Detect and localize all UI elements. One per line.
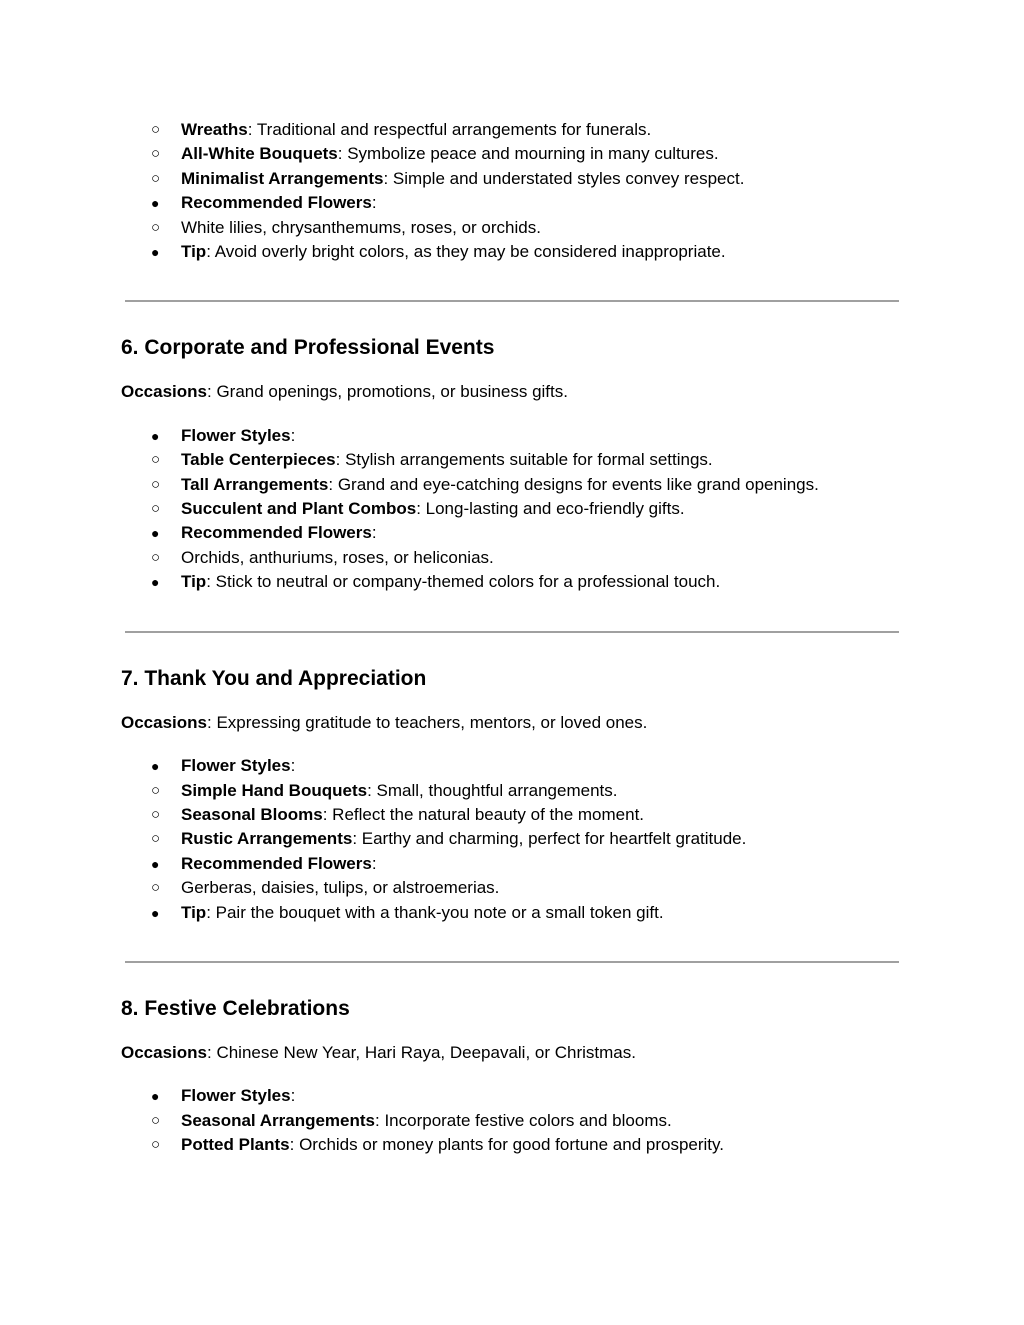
hollow-bullet-icon: ○ [151, 830, 161, 848]
recommended-sublist [151, 546, 901, 570]
styles-label: Flower Styles [181, 1086, 291, 1106]
list-item [121, 448, 901, 472]
recommended-label: Recommended Flowers [181, 193, 372, 213]
list-item [121, 521, 901, 570]
occasions-text: : Expressing gratitude to teachers, mentors, or loved ones. [207, 712, 648, 732]
list-item [121, 754, 901, 852]
filled-bullet-icon: ● [151, 758, 160, 775]
list-item [121, 424, 901, 522]
list-item [121, 167, 901, 191]
tip-text: : Stick to neutral or company-themed colors for a professional touch. [206, 572, 721, 592]
tip-text: : Pair the bouquet with a thank-you note or a small token gift. [206, 902, 664, 922]
list-item [121, 191, 901, 240]
recommended-label: Recommended Flowers [181, 853, 372, 873]
style-name: Wreaths [181, 120, 248, 139]
occasions-line [121, 711, 901, 735]
style-name: Succulent and Plant Combos [181, 499, 417, 519]
list-item [121, 803, 901, 827]
horizontal-rule [125, 300, 899, 302]
occasions-line [121, 1041, 901, 1065]
hollow-bullet-icon: ○ [151, 451, 161, 469]
recommended-sublist [151, 216, 901, 240]
list-item [121, 497, 901, 521]
filled-bullet-icon: ● [151, 1088, 160, 1105]
style-desc: : Simple and understated styles convey respect. [383, 168, 745, 188]
colon: : [371, 523, 377, 543]
filled-bullet-icon: ● [151, 855, 160, 872]
horizontal-rule [125, 961, 899, 963]
hollow-bullet-icon: ○ [151, 169, 161, 187]
hollow-bullet-icon: ○ [151, 781, 161, 799]
filled-bullet-icon: ● [151, 574, 160, 591]
list-item [121, 216, 901, 240]
styles-label: Flower Styles [181, 425, 291, 445]
hollow-bullet-icon: ○ [151, 548, 161, 566]
style-name: Rustic Arrangements [181, 829, 353, 849]
style-desc: : Stylish arrangements suitable for formal settings. [335, 450, 713, 470]
list-item [121, 240, 901, 264]
style-name: Minimalist Arrangements [181, 168, 384, 188]
section-heading: 6. Corporate and Professional Events [121, 336, 495, 360]
section-heading: 8. Festive Celebrations [121, 996, 350, 1020]
list-item [121, 546, 901, 570]
list-item [121, 570, 901, 594]
document-content [121, 118, 901, 1158]
hollow-bullet-icon: ○ [151, 879, 161, 897]
filled-bullet-icon: ● [151, 244, 160, 261]
list-item [121, 876, 901, 900]
list-item [121, 473, 901, 497]
style-desc: : Reflect the natural beauty of the moment. [322, 804, 645, 824]
occasions-label: Occasions [121, 712, 207, 732]
list-item [121, 1109, 901, 1133]
style-name: Table Centerpieces [181, 450, 336, 470]
styles-label: Flower Styles [181, 756, 291, 776]
list-item [121, 1084, 901, 1157]
list-item [121, 118, 901, 142]
style-desc: : Long-lasting and eco-friendly gifts. [416, 499, 685, 519]
style-name: All-White Bouquets [181, 144, 338, 164]
style-name: Potted Plants [181, 1135, 290, 1155]
styles-sublist [151, 1109, 901, 1158]
styles-sublist [151, 448, 901, 521]
style-name: Seasonal Arrangements [181, 1110, 375, 1130]
style-desc: : Symbolize peace and mourning in many cultures. [337, 144, 719, 164]
hollow-bullet-icon: ○ [151, 475, 161, 493]
colon: : [371, 853, 377, 873]
hollow-bullet-icon: ○ [151, 500, 161, 518]
filled-bullet-icon: ● [151, 525, 160, 542]
list-item [121, 901, 901, 925]
hollow-bullet-icon: ○ [151, 218, 161, 236]
list-item [121, 142, 901, 166]
recommended-label: Recommended Flowers [181, 523, 372, 543]
occasions-text: : Chinese New Year, Hari Raya, Deepavali, or Christmas. [207, 1042, 636, 1062]
style-desc: : Small, thoughtful arrangements. [367, 780, 618, 800]
style-desc: : Earthy and charming, perfect for heartfelt gratitude. [352, 829, 747, 849]
style-desc: : Incorporate festive colors and blooms. [375, 1110, 672, 1130]
occasions-line [121, 380, 901, 404]
recommended-flowers: Orchids, anthuriums, roses, or heliconias. [181, 547, 494, 567]
colon: : [290, 756, 296, 776]
style-desc: : Grand and eye-catching designs for events like grand openings. [328, 474, 819, 494]
tip-label: Tip [181, 902, 207, 922]
hollow-bullet-icon: ○ [151, 1111, 161, 1129]
intro-list [121, 118, 901, 264]
styles-sublist [151, 779, 901, 852]
list-item [121, 852, 901, 901]
hollow-bullet-icon: ○ [151, 805, 161, 823]
intro-styles-sublist [121, 118, 901, 191]
horizontal-rule [125, 631, 899, 633]
occasions-label: Occasions [121, 382, 207, 402]
hollow-bullet-icon: ○ [151, 145, 161, 163]
recommended-flowers: Gerberas, daisies, tulips, or alstroemerias. [181, 878, 500, 898]
intro-styles-group [121, 118, 901, 191]
colon: : [290, 1086, 296, 1106]
filled-bullet-icon: ● [151, 427, 160, 444]
tip-label: Tip [181, 242, 207, 262]
style-desc: : Traditional and respectful arrangements for funerals. [247, 120, 652, 139]
list-item [121, 779, 901, 803]
hollow-bullet-icon: ○ [151, 1136, 161, 1154]
section-list [121, 424, 901, 595]
style-name: Seasonal Blooms [181, 804, 323, 824]
style-desc: : Orchids or money plants for good fortune and prosperity. [289, 1135, 724, 1155]
list-item [121, 827, 901, 851]
section-list [121, 1084, 901, 1157]
section-list [121, 754, 901, 925]
occasions-text: : Grand openings, promotions, or business gifts. [207, 382, 568, 402]
filled-bullet-icon: ● [151, 195, 160, 212]
tip-label: Tip [181, 572, 207, 592]
hollow-bullet-icon: ○ [151, 121, 161, 138]
style-name: Tall Arrangements [181, 474, 329, 494]
colon: : [371, 193, 377, 213]
occasions-label: Occasions [121, 1042, 207, 1062]
filled-bullet-icon: ● [151, 904, 160, 921]
tip-text: : Avoid overly bright colors, as they may be considered inappropriate. [206, 242, 726, 262]
list-item [121, 1133, 901, 1157]
section-heading: 7. Thank You and Appreciation [121, 666, 427, 690]
colon: : [290, 425, 296, 445]
recommended-flowers: White lilies, chrysanthemums, roses, or orchids. [181, 217, 541, 237]
style-name: Simple Hand Bouquets [181, 780, 368, 800]
recommended-sublist [151, 876, 901, 900]
